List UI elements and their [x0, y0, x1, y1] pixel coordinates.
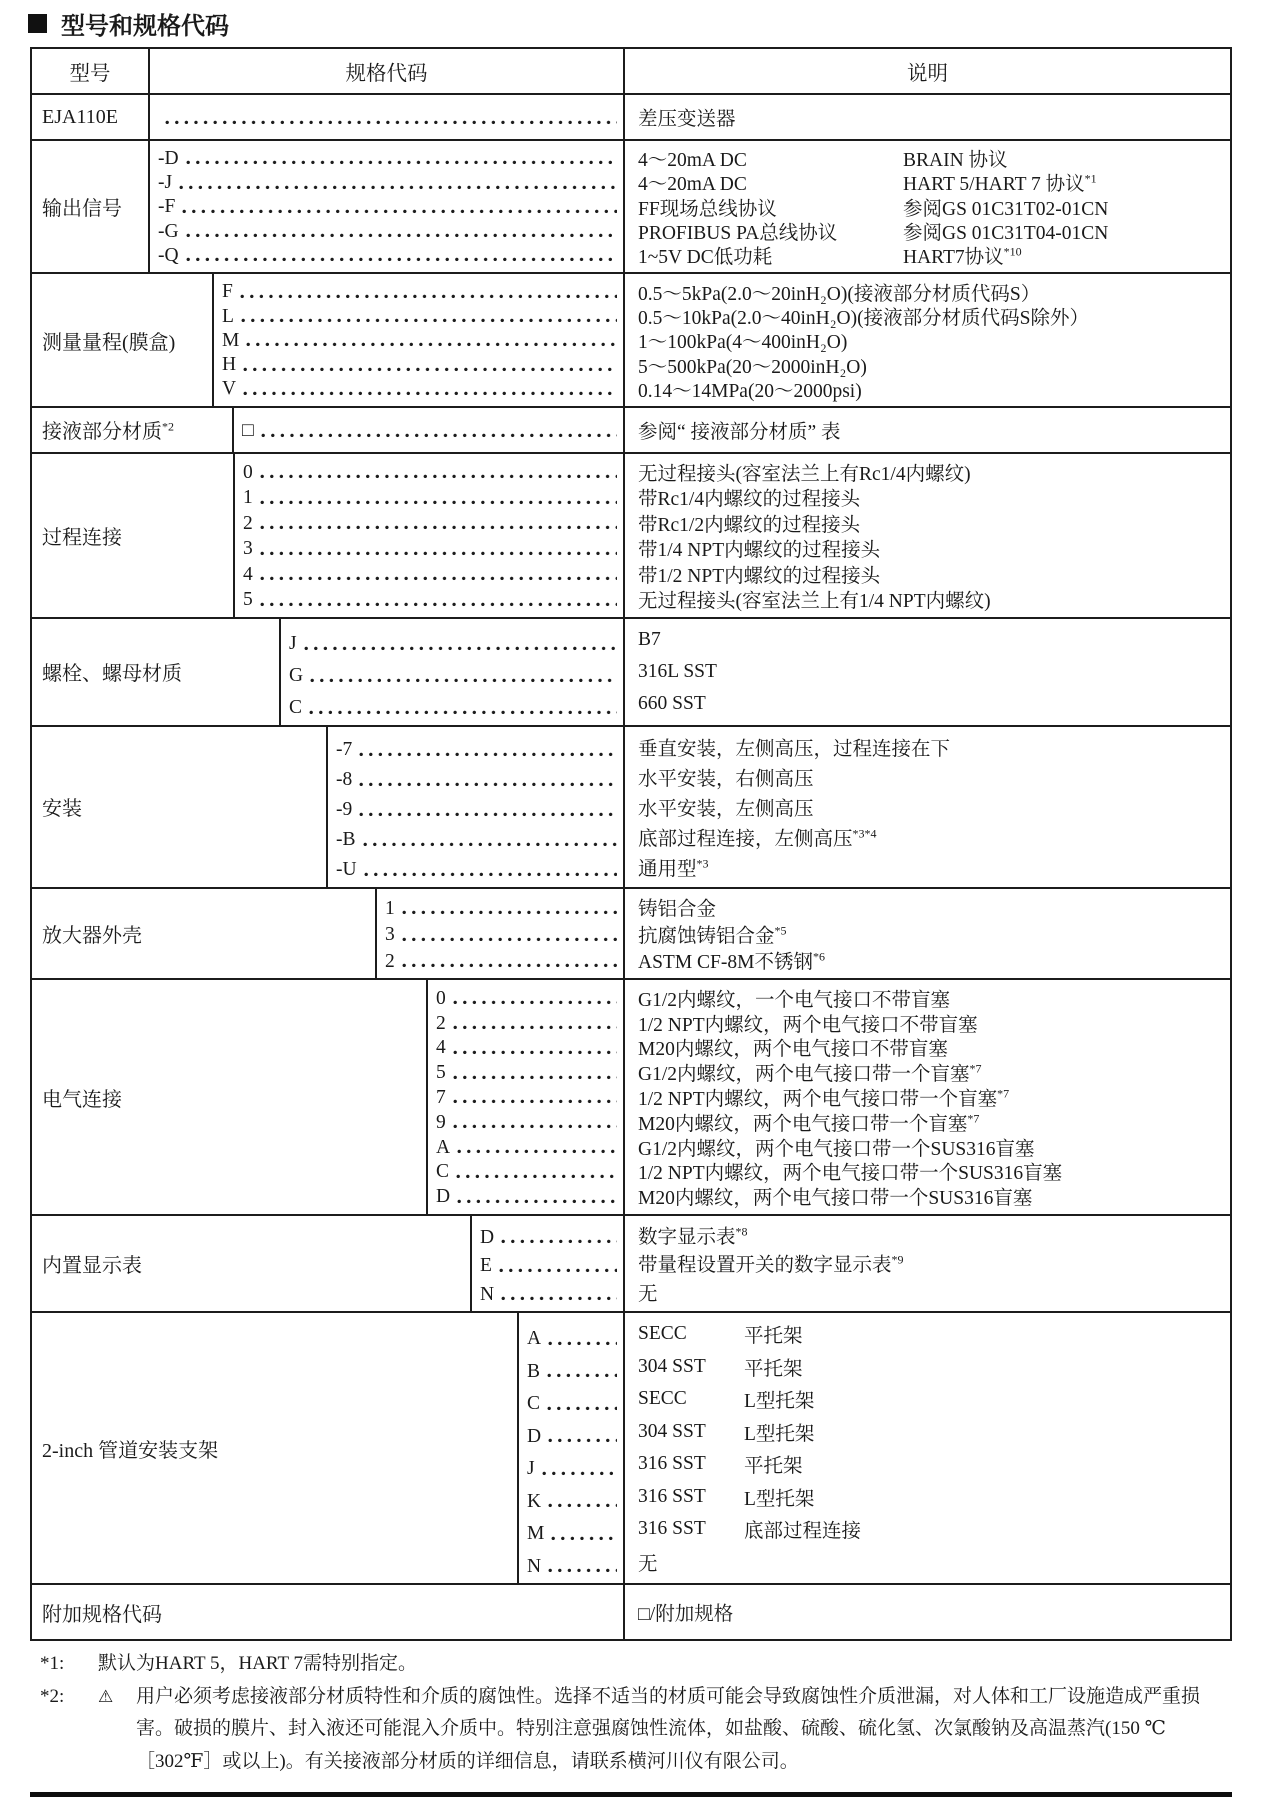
dotted-leader: [548, 1341, 617, 1346]
dotted-leader: [453, 1025, 617, 1030]
description-line: 铸铝合金: [638, 899, 717, 921]
spec-section-row-model: [32, 93, 1230, 139]
code-cell: [150, 141, 623, 272]
code-line: E: [480, 1249, 619, 1278]
spec-section-row-optional: [32, 1583, 1230, 1639]
description-line: B7: [638, 628, 661, 650]
section-marker-icon: [28, 14, 47, 33]
description-line: 无过程接头(容室法兰上有Rc1/4内螺纹): [638, 463, 971, 485]
code-line: -F: [158, 195, 619, 219]
code-line: H: [222, 352, 619, 376]
code-line: -J: [158, 170, 619, 194]
footnote-text: 用户必须考虑接液部分材质特性和介质的腐蚀性。选择不适当的材质可能会导致腐蚀性介质泄漏，对人体和工厂设施造成严重损害。破损的膜片、封入液还可能混入介质中。特别注意强腐蚀性流体，如盐酸、硫酸、硫化氢、次氯酸钠及高温蒸汽(150 ℃ ［302℉］或以上)。有关接液部分材质的详细信息，请联系横河川仪有限公司。: [136, 1685, 1201, 1772]
footnote: [40, 1681, 1230, 1779]
description-line: 无过程接头(容室法兰上有1/4 NPT内螺纹): [638, 591, 991, 613]
section-label: 输出信号: [32, 141, 150, 272]
footnotes: [40, 1648, 1230, 1778]
description-line: 通用型$^{*3}$: [638, 856, 709, 880]
dotted-leader: [453, 1050, 617, 1055]
description-line: M20内螺纹，两个电气接口带一个SUS316盲塞: [638, 1188, 1033, 1210]
code-line: 5: [243, 586, 619, 612]
dotted-leader: [260, 576, 617, 581]
description-line: SECC L型托架: [638, 1388, 815, 1413]
footnote: [40, 1648, 1230, 1681]
section-label: EJA110E: [32, 95, 150, 139]
dotted-leader: [186, 257, 617, 262]
code-line: -8: [336, 762, 619, 792]
description-line: 1~5V DC低功耗 HART7协议$^{*10}$: [638, 244, 1022, 269]
code-line: D: [527, 1416, 619, 1449]
footnote-text: 默认为HART 5，HART 7需特别指定。: [98, 1653, 417, 1674]
code-line: -Q: [158, 243, 619, 267]
description-line: G1/2内螺纹，两个电气接口带一个SUS316盲塞: [638, 1138, 1035, 1160]
code-line: 3: [385, 920, 619, 947]
code-line: -G: [158, 219, 619, 243]
description-line: 1/2 NPT内螺纹，两个电气接口带一个SUS316盲塞: [638, 1163, 1063, 1185]
code-line: -U: [336, 852, 619, 882]
header-model: 型号: [32, 49, 150, 93]
dotted-leader: [453, 1075, 617, 1080]
dotted-leader: [240, 294, 617, 299]
description-cell: [623, 889, 1230, 979]
code-line: 0: [243, 459, 619, 485]
code-line: M: [527, 1513, 619, 1546]
code-line: 3: [243, 535, 619, 561]
description-line: 带1/4 NPT内螺纹的过程接头: [638, 540, 881, 562]
dotted-leader: [246, 342, 617, 347]
code-line: C: [436, 1159, 619, 1184]
dotted-leader: [260, 551, 617, 556]
dotted-leader: [359, 752, 617, 757]
dotted-leader: [179, 185, 617, 190]
description-line: 带1/2 NPT内螺纹的过程接头: [638, 565, 881, 587]
code-line: 0: [436, 985, 619, 1010]
dotted-leader: [456, 1174, 617, 1179]
code-cell: [328, 727, 623, 887]
code-line: K: [527, 1481, 619, 1514]
spec-section-row-mounting: [32, 725, 1230, 887]
code-cell: [235, 454, 623, 617]
section-label: 安装: [32, 727, 328, 887]
description-line: 带量程设置开关的数字显示表$^{*9}$: [638, 1252, 904, 1277]
description-line: 1～100kPa(4～400inH₂O): [638, 332, 848, 354]
dotted-leader: [260, 602, 617, 607]
code-line: B: [527, 1351, 619, 1384]
dotted-leader: [363, 842, 618, 847]
description-line: 304 SST 平托架: [638, 1355, 803, 1380]
footnote-label: *2:: [40, 1685, 65, 1707]
code-line: V: [222, 377, 619, 401]
description-line: G1/2内螺纹，一个电气接口不带盲塞: [638, 989, 951, 1011]
code-line: -9: [336, 792, 619, 822]
code-line: J: [289, 624, 619, 656]
code-line: C: [289, 688, 619, 720]
description-line: 5～500kPa(20～2000inH₂O): [638, 356, 867, 378]
code-line: 2: [436, 1010, 619, 1035]
code-cell: [281, 619, 623, 725]
description-line: SECC 平托架: [638, 1323, 803, 1348]
description-cell: [623, 727, 1230, 887]
description-line: M20内螺纹，两个电气接口带一个盲塞$^{*7}$: [638, 1111, 980, 1135]
section-label: 附加规格代码: [42, 1603, 162, 1626]
section-label: 放大器外壳: [32, 889, 377, 979]
dotted-leader: [243, 391, 617, 396]
spec-section-row-bracket: [32, 1311, 1230, 1583]
code-cell: [214, 274, 623, 405]
code-line: 2: [385, 947, 619, 974]
spec-section-row-wetted: [32, 406, 1230, 452]
description-line: 底部过程连接，左侧高压$^{*3*4}$: [638, 826, 877, 850]
code-line: D: [436, 1184, 619, 1209]
description-line: 316 SST 平托架: [638, 1453, 803, 1478]
description-line: 660 SST: [638, 692, 706, 714]
dotted-leader: [457, 1149, 617, 1154]
description-line: 无: [638, 1553, 658, 1575]
dotted-leader: [548, 1568, 617, 1573]
description-line: 水平安装，左侧高压: [638, 798, 814, 820]
code-cell: [519, 1313, 623, 1583]
code-line: A: [527, 1318, 619, 1351]
dotted-leader: [359, 782, 617, 787]
description-line: 无: [638, 1283, 658, 1305]
spec-section-row-span: [32, 272, 1230, 405]
dotted-leader: [260, 525, 617, 530]
dotted-leader: [261, 433, 617, 438]
description-line: 差压变送器: [638, 109, 736, 130]
dotted-leader: [402, 937, 617, 942]
section-label: 接液部分材质$^{*2}$: [32, 408, 234, 452]
description-line: 304 SST L型托架: [638, 1420, 815, 1445]
description-line: 抗腐蚀铸铝合金$^{*5}$: [638, 923, 787, 947]
code-line: 7: [436, 1085, 619, 1110]
description-line: M20内螺纹，两个电气接口不带盲塞: [638, 1039, 948, 1061]
page-title: [28, 6, 229, 41]
description-cell: [623, 454, 1230, 617]
section-label: 内置显示表: [32, 1216, 472, 1312]
dotted-leader: [243, 367, 617, 372]
description-line: 垂直安装，左侧高压，过程连接在下: [638, 738, 951, 760]
code-line: 4: [436, 1035, 619, 1060]
dotted-leader: [548, 1438, 617, 1443]
code-cell: [428, 980, 623, 1213]
dotted-leader: [542, 1471, 617, 1476]
dotted-leader: [402, 963, 617, 968]
code-line: N: [480, 1278, 619, 1307]
code-line: 9: [436, 1109, 619, 1134]
description-cell: [623, 619, 1230, 725]
dotted-leader: [501, 1239, 617, 1244]
spec-section-row-process-conn: [32, 452, 1230, 617]
header-description: 说明: [623, 49, 1230, 93]
footnote-label: *1:: [40, 1653, 65, 1674]
dotted-leader: [499, 1268, 617, 1273]
code-line: [158, 104, 619, 130]
dotted-leader: [551, 1536, 617, 1541]
code-line: L: [222, 304, 619, 328]
description-line: 参阅“ 接液部分材质” 表: [638, 421, 841, 443]
dotted-leader: [453, 1099, 617, 1104]
description-line: 316 SST L型托架: [638, 1485, 815, 1510]
dotted-leader: [359, 812, 617, 817]
warning-icon: ⚠: [98, 1686, 114, 1706]
section-label: 电气连接: [32, 980, 428, 1213]
description-line: 316 SST 底部过程连接: [638, 1518, 862, 1543]
code-line: 4: [243, 561, 619, 587]
description-line: G1/2内螺纹，两个电气接口带一个盲塞$^{*7}$: [638, 1061, 982, 1086]
dotted-leader: [182, 209, 617, 214]
dotted-leader: [457, 1199, 617, 1204]
dotted-leader: [186, 233, 617, 238]
dotted-leader: [241, 318, 617, 323]
description-cell: [623, 141, 1230, 272]
code-line: 1: [385, 894, 619, 921]
bottom-rule: [30, 1792, 1232, 1797]
code-cell: [150, 95, 623, 139]
description-line: ASTM CF-8M不锈钢$^{*6}$: [638, 949, 825, 974]
description-line: 1/2 NPT内螺纹，两个电气接口不带盲塞: [638, 1014, 978, 1036]
code-line: D: [480, 1221, 619, 1250]
spec-section-row-display: [32, 1214, 1230, 1312]
section-label: 过程连接: [32, 454, 235, 617]
description-cell: [623, 408, 1230, 452]
code-line: □: [242, 417, 619, 443]
dotted-leader: [165, 120, 617, 125]
description-line: □/附加规格: [638, 1604, 734, 1626]
code-line: G: [289, 656, 619, 688]
code-line: 2: [243, 510, 619, 536]
dotted-leader: [402, 910, 617, 915]
dotted-leader: [260, 474, 617, 479]
code-line: N: [527, 1546, 619, 1579]
code-line: 5: [436, 1060, 619, 1085]
description-line: 0.14～14MPa(20～2000psi): [638, 380, 862, 402]
header-spec-code: 规格代码: [345, 63, 428, 85]
description-line: 0.5～5kPa(2.0～20inH₂O)(接液部分材质代码S）: [638, 283, 1041, 305]
spec-section-row-bolts: [32, 617, 1230, 725]
description-line: 4～20mA DC BRAIN 协议: [638, 150, 1008, 172]
description-cell: [623, 95, 1230, 139]
dotted-leader: [186, 160, 617, 165]
description-cell: [623, 1313, 1230, 1583]
dotted-leader: [501, 1296, 617, 1301]
description-line: PROFIBUS PA总线协议 参阅GS 01C31T04-01CN: [638, 223, 1109, 245]
section-label: 测量量程(膜盒): [32, 274, 214, 405]
description-line: FF现场总线协议 参阅GS 01C31T02-01CN: [638, 198, 1109, 220]
code-line: C: [527, 1383, 619, 1416]
code-line: -7: [336, 732, 619, 762]
dotted-leader: [548, 1503, 617, 1508]
code-line: A: [436, 1134, 619, 1159]
spec-code-table: [30, 47, 1232, 1641]
dotted-leader: [547, 1373, 617, 1378]
description-cell: [623, 980, 1230, 1213]
code-cell: [377, 889, 623, 979]
code-line: -D: [158, 146, 619, 170]
dotted-leader: [547, 1406, 617, 1411]
description-cell: [623, 1585, 1230, 1639]
dotted-leader: [364, 872, 617, 877]
description-line: 水平安装，右侧高压: [638, 768, 814, 790]
code-line: F: [222, 279, 619, 303]
description-line: 带Rc1/2内螺纹的过程接头: [638, 514, 861, 536]
spec-section-row-housing: [32, 887, 1230, 979]
description-line: 数字显示表$^{*8}$: [638, 1224, 748, 1248]
code-line: J: [527, 1448, 619, 1481]
table-header-row: [32, 49, 1230, 93]
description-line: 316L SST: [638, 660, 717, 682]
code-line: M: [222, 328, 619, 352]
description-line: 带Rc1/4内螺纹的过程接头: [638, 489, 861, 511]
description-line: 0.5～10kPa(2.0～40inH₂O)(接液部分材质代码S除外）: [638, 307, 1089, 329]
code-cell: [472, 1216, 623, 1312]
code-line: -B: [336, 822, 619, 852]
dotted-leader: [453, 1000, 617, 1005]
code-line: 1: [243, 484, 619, 510]
dotted-leader: [309, 710, 617, 715]
section-label: 螺栓、螺母材质: [32, 619, 281, 725]
description-cell: [623, 1216, 1230, 1312]
dotted-leader: [310, 678, 617, 683]
dotted-leader: [304, 646, 617, 651]
description-line: 1/2 NPT内螺纹，两个电气接口带一个盲塞$^{*7}$: [638, 1086, 1010, 1111]
page-title-text: 型号和规格代码: [61, 13, 229, 40]
dotted-leader: [453, 1124, 617, 1129]
code-cell: [234, 408, 623, 452]
section-label: 2-inch 管道安装支架: [32, 1313, 519, 1583]
dotted-leader: [260, 500, 617, 505]
spec-section-row-output-signal: [32, 139, 1230, 272]
description-line: 4～20mA DC HART 5/HART 7 协议$^{*1}$: [638, 171, 1097, 196]
description-cell: [623, 274, 1230, 405]
spec-section-row-electrical: [32, 978, 1230, 1213]
